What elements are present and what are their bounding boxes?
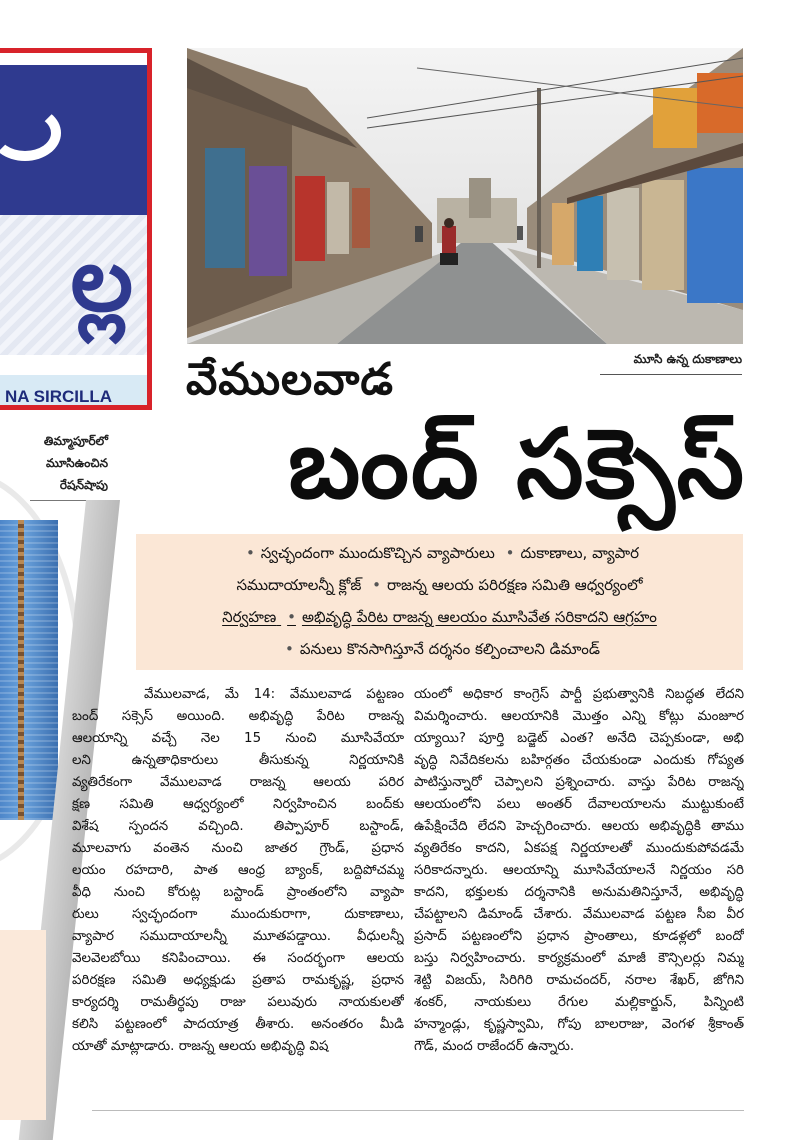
article-line: చేపట్టాలని డిమాండ్‌ చేశారు. వేములవాడ పట్టణ సీఐ వీర xyxy=(414,907,744,922)
street-photo-illustration xyxy=(187,48,743,344)
left-photo-caption xyxy=(0,430,108,496)
article-line: కార్యదర్శి రామతీర్థపు రాజు పలువురు నాయకులతో xyxy=(72,995,404,1010)
highlight-text: దుకాణాలు, వ్యాపార xyxy=(520,544,640,562)
bullet-icon: • xyxy=(287,608,296,626)
article-line: వెలవెలబోయి కనిపించాయి. ఈ సందర్భంగా ఆలయ xyxy=(72,951,404,966)
article-line: వేములవాడ, మే 14: వేములవాడ పట్టణం xyxy=(144,687,404,702)
highlights-box xyxy=(136,534,743,670)
ad-box xyxy=(0,48,152,410)
article-line: య్యాయి? పూర్తి బడ్జెట్‌ ఎంత? అనేది చెప్పకుండా, అభి xyxy=(414,731,744,746)
article-line: క్షణ సమితి ఆధ్వర్యంలో నిర్వహించిన బంద్‌కు xyxy=(72,797,404,812)
street-photo xyxy=(187,48,743,344)
left-caption-line: తిమ్మాపూర్‌లో xyxy=(43,434,108,448)
highlight-line xyxy=(136,608,743,630)
highlight-line xyxy=(136,544,743,566)
left-caption-line: రేషన్‌షాపు xyxy=(59,478,108,492)
bullet-icon: • xyxy=(372,576,381,594)
left-bottom-block xyxy=(0,930,46,1120)
article-line: బంద్‌ సక్సెస్‌ అయింది. అభివృద్ధి పేరిట రాజన్న xyxy=(72,709,404,724)
highlight-text: నిర్వహణ xyxy=(222,608,277,626)
highlight-line xyxy=(136,576,743,598)
article-line: సరికాదన్నారు. ఆలయాన్ని మూసివేయాలనే నిర్ణయం సరి xyxy=(414,863,744,878)
article-line: శెట్టి విజయ్‌, సిరిగిరి రామచందర్‌, నరాల శేఖర్‌, జోగిని xyxy=(414,973,744,988)
article-line: వృద్ధి నివేదికలను బహిర్గతం చేయకుండా ఎందుకు గోప్యత xyxy=(414,753,744,768)
ad-band-text: NA SIRCILLA xyxy=(5,387,113,406)
bullet-icon: • xyxy=(505,544,515,562)
headline-kicker: వేములవాడ xyxy=(186,354,394,405)
bullet-icon: • xyxy=(245,544,255,562)
article-line: హన్మాండ్లు, కృష్ణస్వామి, గోపు బాలరాజు, వెంగళ శ్రీకాంత్‌ xyxy=(414,1017,744,1032)
left-shutter-photo xyxy=(0,520,58,820)
article-line: విశేష స్పందన వచ్చింది. తిప్పాపూర్‌ బస్టాండ్‌, xyxy=(72,819,404,834)
article-line: కలిసి పట్టణంలో పాదయాత్ర తీశారు. అనంతరం మీడి xyxy=(72,1017,404,1032)
highlight-text: అభివృద్ధి పేరిట రాజన్న ఆలయం మూసివేత సరికాదని ఆగ్రహం xyxy=(301,608,657,626)
highlight-text: సముదాయాలన్నీ క్లోజ్‌ xyxy=(236,576,362,594)
article-line: వ్యతిరేకం కాదని, ఏకపక్ష నిర్ణయాలతో ముందుకుపోవడమే xyxy=(414,841,744,856)
article-line: ఉపేక్షించేది లేదని హెచ్చరించారు. ఆలయ అభివృద్ధికి తాము xyxy=(414,819,744,834)
bottom-rule xyxy=(92,1110,744,1111)
article-line: రులు స్వచ్ఛందంగా ముందుకురాగా, దుకాణాలు, xyxy=(72,907,404,922)
article-line: కాదని, భక్తులకు దర్శనానికి అనుమతినిస్తూనే, అభివృద్ధి xyxy=(414,885,744,900)
article-line: బస్తు నిర్వహించారు. కార్యక్రమంలో మాజీ కౌన్సిలర్లు నిమ్మ xyxy=(414,951,744,966)
article-line: మూలవాగు వంతెన నుంచి జాతర గ్రౌండ్‌, ప్రధాన xyxy=(72,841,404,856)
highlight-text: స్వచ్ఛందంగా ముందుకొచ్చిన వ్యాపారులు xyxy=(260,544,495,562)
highlight-line xyxy=(136,640,743,662)
article-line: పరిరక్షణ సమితి అధ్యక్షుడు ప్రతాప రామకృష్ణ, ప్రధాన xyxy=(72,973,404,988)
photo-caption-rule xyxy=(600,374,742,375)
highlight-text: రాజన్న ఆలయ పరిరక్షణ సమితి ఆధ్వర్యంలో xyxy=(386,576,643,594)
article-column-2 xyxy=(414,684,744,1058)
shutter-slats xyxy=(0,520,58,820)
bullet-icon: • xyxy=(285,640,294,658)
photo-caption: మూసి ఉన్న దుకాణాలు xyxy=(633,352,742,366)
article-line: ఆలయంలోని పలు అంతర్‌ దేవాలయాలను ముట్టుకుంటే xyxy=(414,797,744,812)
article-line: పాటిస్తున్నారో చెప్పాలని ప్రశ్నించారు. వాస్తు పేరిట రాజన్న xyxy=(414,775,744,790)
highlight-text: పనులు కొనసాగిస్తూనే దర్శనం కల్పించాలని డిమాండ్‌ xyxy=(299,640,600,658)
article-line: ప్రసాద్‌ పట్టణంలోని ప్రధాన ప్రాంతాలు, కూడళ్లలో బందో xyxy=(414,929,744,944)
article-line: యంలో అధికార కాంగ్రెస్‌ పార్టీ ప్రభుత్వానికి నిబద్ధత లేదని xyxy=(414,687,744,702)
rope xyxy=(18,520,24,820)
article-line: లని ఉన్నతాధికారులు తీసుకున్న నిర్ణయానికి xyxy=(72,753,404,768)
article-line: వీధి నుంచి కోరుట్ల బస్టాండ్‌ ప్రాంతంలోని వ్యాపా xyxy=(72,885,404,900)
article-line: ఆలయాన్ని వచ్చే నెల 15 నుంచి మూసివేయా xyxy=(72,731,404,746)
headline-title: బంద్‌ సక్సెస్‌ xyxy=(288,408,746,520)
article-line: వ్యాపార సముదాయాలన్నీ మూతపడ్డాయి. వీధులన్నీ xyxy=(72,929,404,944)
ad-big-text: ల్ల xyxy=(70,228,129,331)
article-line: శంకర్‌, నాయకులు రేగుల మల్లికార్జున్‌, పిన్నింటి xyxy=(414,995,744,1010)
article-line: యాతో మాట్లాడారు. రాజన్న ఆలయ అభివృద్ధి విష xyxy=(72,1039,329,1054)
left-caption-line: మూసిఉంచిన xyxy=(45,456,108,470)
article-line: విమర్శించారు. ఆలయానికి మొత్తం ఎన్ని కోట్లు మంజూర xyxy=(414,709,744,724)
article-line: లయం రహదారి, పాత ఆంధ్ర బ్యాంక్‌, బద్దిపోచమ్మ xyxy=(72,863,404,878)
article-column-1 xyxy=(72,684,404,1058)
article-line: గౌడ్‌, మంద రాజేందర్‌ ఉన్నారు. xyxy=(414,1039,575,1054)
article-line: వ్యతిరేకంగా వేములవాడ రాజన్న ఆలయ పరిర xyxy=(72,775,404,790)
